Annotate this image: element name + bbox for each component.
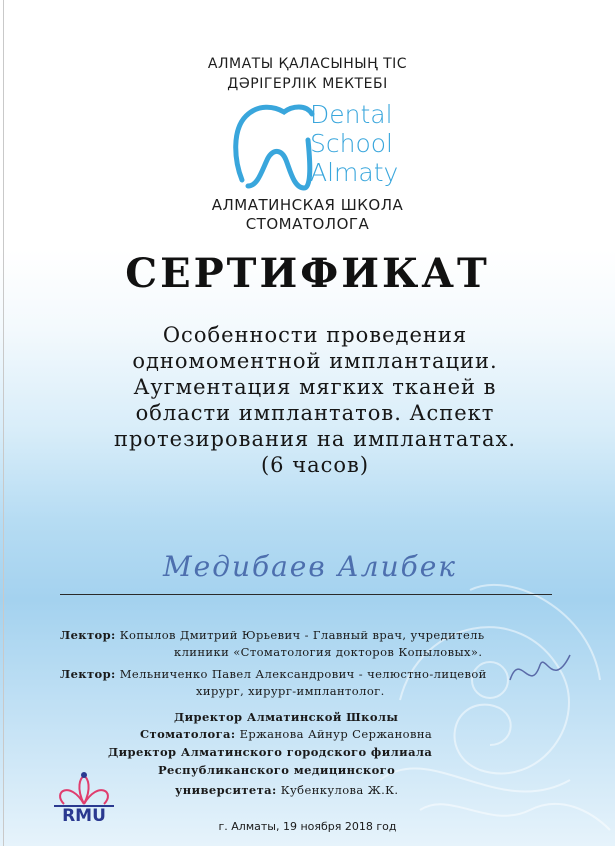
header-ru-line2: СТОМАТОЛОГА <box>245 215 370 233</box>
branch-line <box>175 783 398 797</box>
lecturer-2-line2: хирург, хирург-имплантолог. <box>196 684 385 698</box>
director-label: Стоматолога: <box>140 727 236 741</box>
course-line: Особенности проведения <box>162 323 468 347</box>
header-kz-line1: АЛМАТЫ ҚАЛАСЫНЫҢ ТІС <box>207 56 408 72</box>
header-kz-line2: ДӘРІГЕРЛІК МЕКТЕБІ <box>227 76 388 92</box>
recipient-name: Медибаев Алибек <box>162 550 458 583</box>
lecturer-label: Лектор: <box>60 628 116 642</box>
edge-line <box>3 0 4 846</box>
course-line: Аугментация мягких тканей в <box>133 375 497 399</box>
lecturer-2-text: Мельниченко Павел Александрович - челюстно-лицевой <box>119 667 487 681</box>
director-name: Ержанова Айнур Сержановна <box>239 727 433 741</box>
lecturer-label: Лектор: <box>60 667 116 681</box>
course-line: области имплантатов. Аспект <box>135 401 495 425</box>
director-title <box>174 710 398 724</box>
lecturer-1-line2: клиники «Стоматология докторов Копыловых». <box>174 645 483 659</box>
branch-title-line1 <box>108 745 432 759</box>
course-hours: (6 часов) <box>260 453 370 477</box>
branch-title-text: Республиканского медицинского <box>158 763 396 777</box>
branch-title-line2 <box>158 763 395 777</box>
logo-text-almaty: Almaty <box>310 158 399 187</box>
name-underline <box>60 594 552 595</box>
header-ru-line1: АЛМАТИНСКАЯ ШКОЛА <box>211 196 404 214</box>
director-line <box>140 727 432 741</box>
branch-name: Кубенкулова Ж.К. <box>280 783 399 797</box>
branch-label: университета: <box>175 783 277 797</box>
lecturer-1-text: Копылов Дмитрий Юрьевич - Главный врач, учредитель <box>119 628 485 642</box>
signature-icon <box>505 640 575 700</box>
course-line: одномоментной имплантации. <box>132 349 498 373</box>
rmu-logo-text: RMU <box>62 806 106 826</box>
branch-title-text: Директор Алматинского городского филиала <box>108 745 433 759</box>
logo-text-school: School <box>310 129 393 158</box>
issue-date: г. Алматы, 19 ноября 2018 год <box>218 820 397 833</box>
director-title-text: Директор Алматинской Школы <box>174 710 399 724</box>
logo-text-dental: Dental <box>310 100 393 129</box>
lecturer-1-line1 <box>60 628 485 642</box>
decorative-ornament-icon <box>360 560 615 840</box>
course-line: протезирования на имплантатах. <box>113 427 517 451</box>
lecturer-2-line1 <box>60 667 487 681</box>
certificate-title: СЕРТИФИКАТ <box>125 250 490 297</box>
